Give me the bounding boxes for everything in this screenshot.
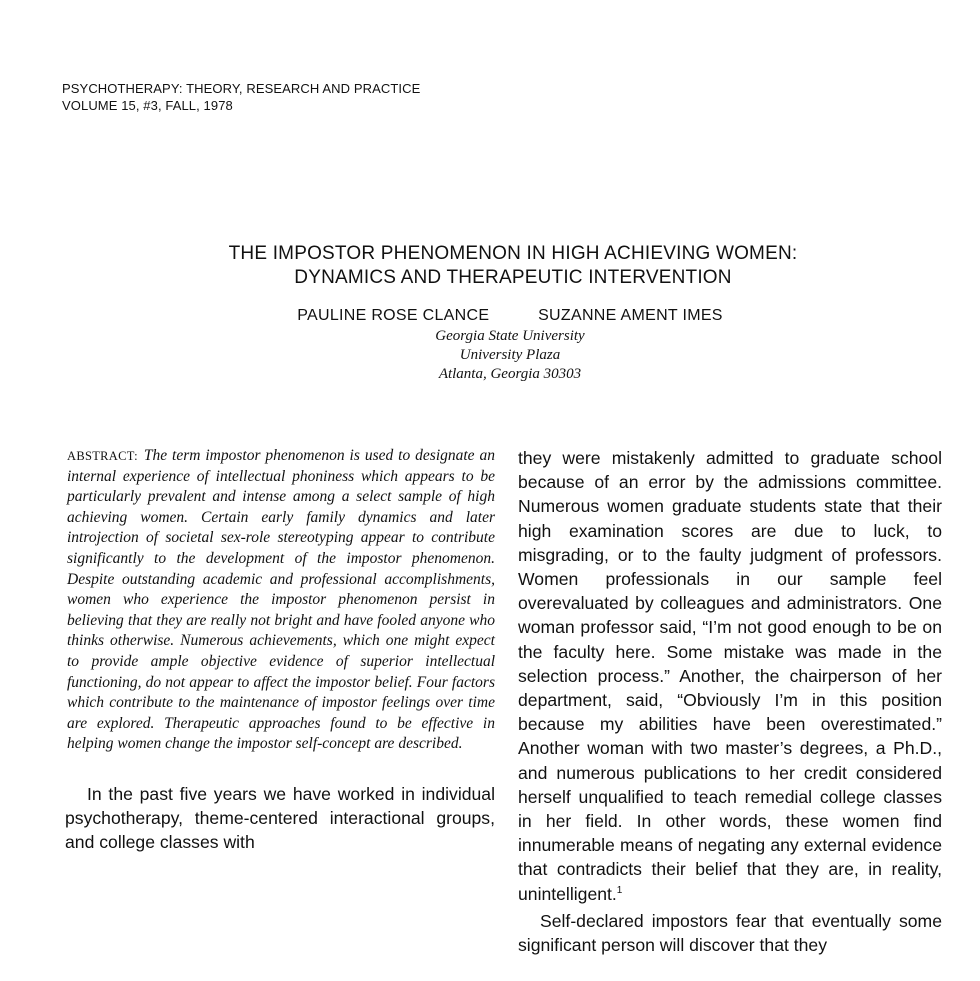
- left-column: [65, 446, 495, 855]
- author-clance: PAULINE ROSE CLANCE: [297, 307, 490, 324]
- abstract-label: ABSTRACT:: [67, 449, 138, 463]
- affiliation-street: University Plaza: [459, 347, 561, 363]
- paper-title-line-1: THE IMPOSTOR PHENOMENON IN HIGH ACHIEVING WOMEN:: [228, 243, 798, 264]
- journal-name: PSYCHOTHERAPY: THEORY, RESEARCH AND PRACTICE: [62, 81, 421, 96]
- body-paragraph-1: [518, 446, 942, 906]
- body-paragraph-2: Self-declared impostors fear that eventually some significant person will discover that they: [518, 910, 942, 956]
- affiliation-city: Atlanta, Georgia 30303: [438, 366, 582, 382]
- affiliation: [40, 327, 980, 384]
- title-block: [0, 242, 980, 384]
- journal-volume: VOLUME 15, #3, FALL, 1978: [62, 98, 233, 113]
- paper-title: [46, 242, 980, 290]
- right-column: [518, 446, 942, 957]
- intro-paragraph: In the past five years we have worked in individual psychotherapy, theme-centered interactional groups, and college classes with: [65, 783, 495, 853]
- affiliation-institution: Georgia State University: [435, 328, 585, 344]
- author-imes: SUZANNE AMENT IMES: [538, 307, 723, 324]
- author-list: [40, 306, 980, 326]
- journal-header: [62, 80, 420, 114]
- abstract: [65, 446, 495, 755]
- footnote-ref: 1: [616, 884, 623, 896]
- abstract-text: The term impostor phenomenon is used to designate an internal experience of intellectual phoniness which appears to be particularly prevalent and intense among a select sample of high achieving women. Certain early family dynamics and later introjection of societal sex-role stereotyping appear to contribute significantly to the development of the impostor phenomenon. Despite outstanding academic and professional accomplishments, women who experience the impostor phenomenon persist in believing that they are really not bright and have fooled anyone who thinks otherwise. Numerous achievements, which one might expect to provide ample objective evidence of superior intellectual functioning, do not appear to affect the impostor belief. Four factors which contribute to the maintenance of impostor feelings over time are explored. Therapeutic approaches found to be effective in helping women change the impostor self-concept are described.: [67, 447, 495, 753]
- paper-title-line-2: DYNAMICS AND THERAPEUTIC INTERVENTION: [294, 267, 732, 288]
- body-paragraph-1-text: they were mistakenly admitted to graduate school because of an error by the admissions committee. Numerous women graduate students state that their high examination scores are due to luck, to misgrading, or to the faulty judgment of professors. Women professionals in our sample feel overevaluated by colleagues and administrators. One woman professor said, “I’m not good enough to be on the faculty here. Some mistake was made in the selection process.” Another, the chairperson of her department, said, “Obviously I’m in this position because my abilities have been overestimated.” Another woman with two master’s degrees, a Ph.D., and numerous publications to her credit considered herself unqualified to teach remedial college classes in her field. In other words, these women find innumerable means of negating any external evidence that contradicts their belief that they are, in reality, unintelligent.: [518, 448, 942, 904]
